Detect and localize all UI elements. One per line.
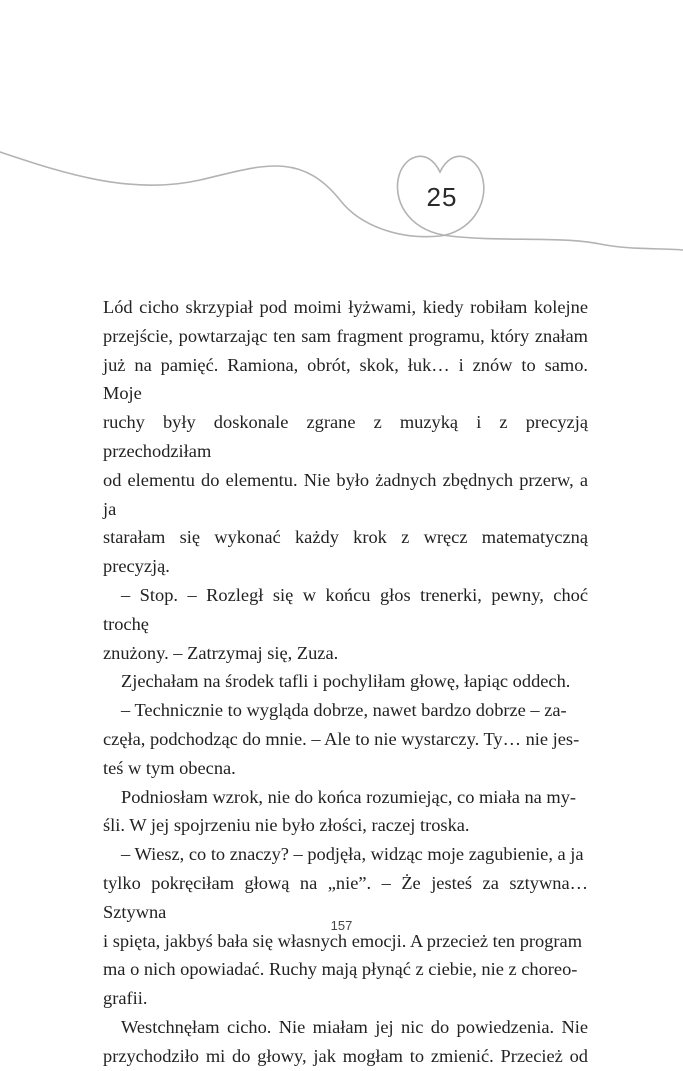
paragraph: – Wiesz, co to znaczy? – podjęła, widząc moje zagubienie, a ja tylko pokręciłam głową na „nie”. – Że jesteś za sztywna… Sztywna i spięta, jakbyś bała się własnych emocji. A przecież ten program ma o nich opowiadać. Ruchy mają płynąć z ciebie, nie z choreo- grafii. (103, 844, 588, 1009)
paragraph: Lód cicho skrzypiał pod moimi łyżwami, kiedy robiłam kolejne przejście, powtarzając ten sam fragment programu, który znałam już na pamięć. Ramiona, obrót, skok, łuk… i znów to samo. Moje ruchy były doskonale zgrane z muzyką i z precyzją przechodziłam od elementu do elementu. Nie było żadnych zbędnych przerw, a ja starałam się wykonać każdy krok z wręcz matematyczną precyzją. (103, 297, 588, 577)
paragraph: – Technicznie to wygląda dobrze, nawet bardzo dobrze – za- częła, podchodząc do mnie. – Ale to nie wystarczy. Ty… nie jes- teś w tym obecna. (103, 700, 580, 778)
paragraph: Zjechałam na środek tafli i pochyliłam głowę, łapiąc oddech. (121, 671, 571, 692)
paragraph: Westchnęłam cicho. Nie miałam jej nic do powiedzenia. Nie przychodziło mi do głowy, jak mogłam to zmienić. Przecież od (103, 1016, 588, 1066)
chapter-number: 25 (426, 182, 458, 212)
heart-line-ornament (0, 120, 683, 260)
body-text (103, 293, 588, 1071)
paragraph: – Stop. – Rozległ się w końcu głos trenerki, pewny, choć trochę znużony. – Zatrzymaj się, Zuza. (103, 584, 588, 663)
page-number: 157 (330, 918, 353, 933)
paragraph: Podniosłam wzrok, nie do końca rozumiejąc, co miała na my- śli. W jej spojrzeniu nie było złości, raczej troska. (103, 786, 577, 836)
